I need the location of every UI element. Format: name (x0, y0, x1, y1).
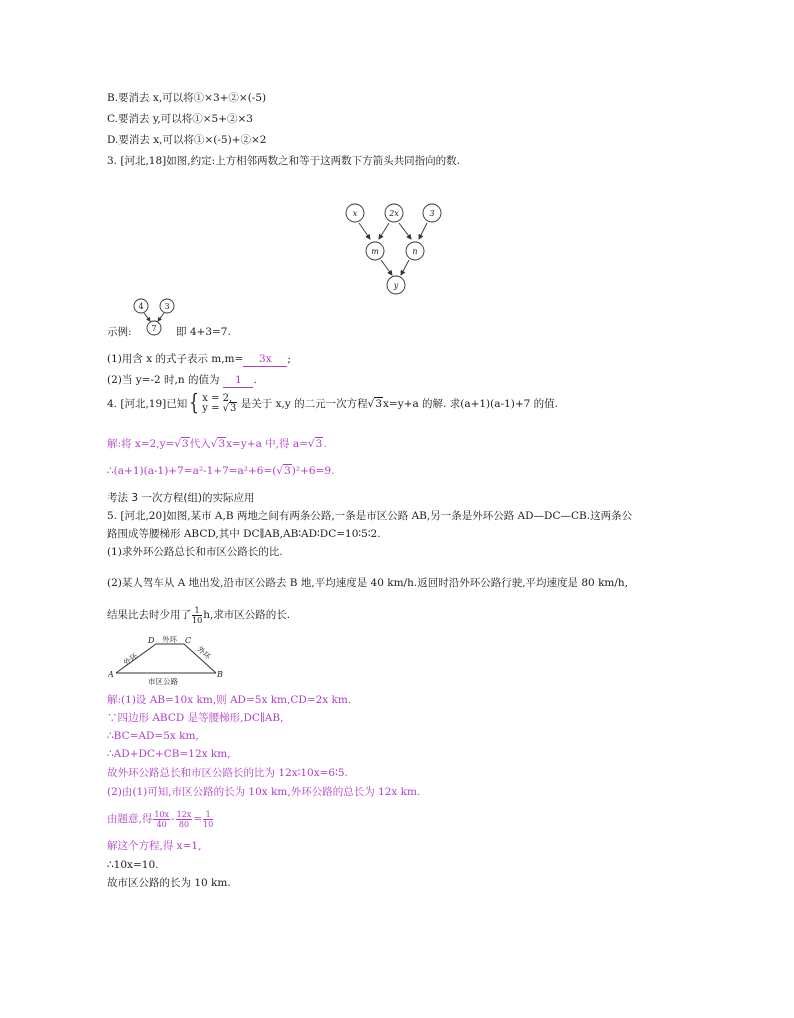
q5-line2: 路围成等腰梯形 ABCD,其中 DC∥AB,AB∶AD∶DC=10∶5∶2. (107, 528, 381, 540)
node-top-2-label: 2x (389, 209, 399, 218)
node-bottom-label: y (393, 281, 399, 290)
section-title: 考法 3 一次方程(组)的实际应用 (107, 492, 255, 504)
example-node-2: 3 (164, 302, 170, 311)
q5-solution-3: ∴BC=AD=5x km, (107, 730, 199, 742)
q5-solution-8: ∴10x=10. (107, 859, 159, 871)
label-a: A (108, 670, 114, 679)
q5-solution-6: (2)由(1)可知,市区公路的长为 10x km,外环公路的总长为 12x km. (107, 786, 421, 798)
q5-part2-line2: 结果比去时少用了 $\frac{1}{10}$ h,求市区公路的长. (107, 605, 291, 625)
node-top-1-label: x (352, 209, 358, 218)
q3-part2: (2)当 y=-2 时,n 的值为 1 . (107, 374, 257, 386)
label-right-road: 外环 (195, 644, 213, 662)
q3-part1: (1)用含 x 的式子表示 m,m= 3x ; (107, 353, 291, 365)
label-left-road: 外环 (121, 651, 140, 668)
q5-solution-2: ∵四边形 ABCD 是等腰梯形,DC∥AB, (107, 712, 284, 724)
trapezoid-figure (108, 632, 228, 687)
example-label: 示例: (107, 326, 132, 338)
example-node-1: 4 (138, 302, 144, 311)
q4-stem: 4. [河北,19]已知 { x = 2, y = √3 是关于 x,y 的二元一次方程√3x=y+a 的解. 求(a+1)(a-1)+7 的值. (107, 391, 558, 416)
example-text: 即 4+3=7. (176, 326, 231, 338)
label-d: D (148, 636, 155, 645)
q5-solution-9: 故市区公路的长为 10 km. (107, 877, 231, 889)
q4-solution-line2: ∴(a+1)(a-1)+7=a²-1+7=a²+6=(√3)²+6=9. (107, 465, 335, 477)
q3-part1-answer: 3x (243, 352, 287, 367)
option-d: D.要消去 x,可以将①×(-5)+②×2 (107, 134, 267, 146)
q5-solution-5: 故外环公路总长和市区公路长的比为 12x∶10x=6∶5. (107, 767, 348, 779)
example-node-3: 7 (151, 324, 157, 333)
option-b: B.要消去 x,可以将①×3+②×(-5) (107, 92, 267, 104)
label-bottom-road: 市区公路 (148, 677, 178, 686)
label-c: C (185, 636, 192, 645)
q5-solution-7: 解这个方程,得 x=1, (107, 840, 202, 852)
q4-solution-line1: 解:将 x=2,y=√3代入√3x=y+a 中,得 a=√3. (107, 438, 327, 450)
label-top-road: 外环 (162, 635, 177, 644)
q3-number-diagram (335, 195, 455, 305)
q5-solution-1: 解:(1)设 AB=10x km,则 AD=5x km,CD=2x km. (107, 694, 352, 706)
node-top-3-label: 3 (429, 209, 435, 218)
q4-equation-system: { x = 2, y = √3 (189, 391, 237, 416)
q3-example-diagram (130, 297, 180, 337)
node-mid-2-label: n (412, 247, 418, 256)
label-b: B (217, 670, 223, 679)
q5-part2-line1: (2)某人驾车从 A 地出发,沿市区公路去 B 地,平均速度是 40 km/h.返回时沿外环公路行驶,平均速度是 80 km/h, (107, 577, 629, 589)
q5-solution-4: ∴AD+DC+CB=12x km, (107, 748, 231, 760)
option-c: C.要消去 y,可以将①×5+②×3 (107, 113, 253, 125)
node-mid-1-label: m (371, 247, 379, 256)
q5-line1: 5. [河北,20]如图,某市 A,B 两地之间有两条公路,一条是市区公路 AB,另一条是外环公路 AD—DC—CB.这两条公 (107, 510, 633, 522)
q3-stem: 3. [河北,18]如图,约定:上方相邻两数之和等于这两数下方箭头共同指向的数. (107, 155, 460, 167)
q3-part2-answer: 1 (223, 373, 253, 388)
q5-equation: 由题意,得 $\frac{10x}{40}$ - $\frac{12x}{80}$ = $\frac{1}{10}$ (107, 809, 214, 829)
q5-part1: (1)求外环公路总长和市区公路长的比. (107, 546, 283, 558)
